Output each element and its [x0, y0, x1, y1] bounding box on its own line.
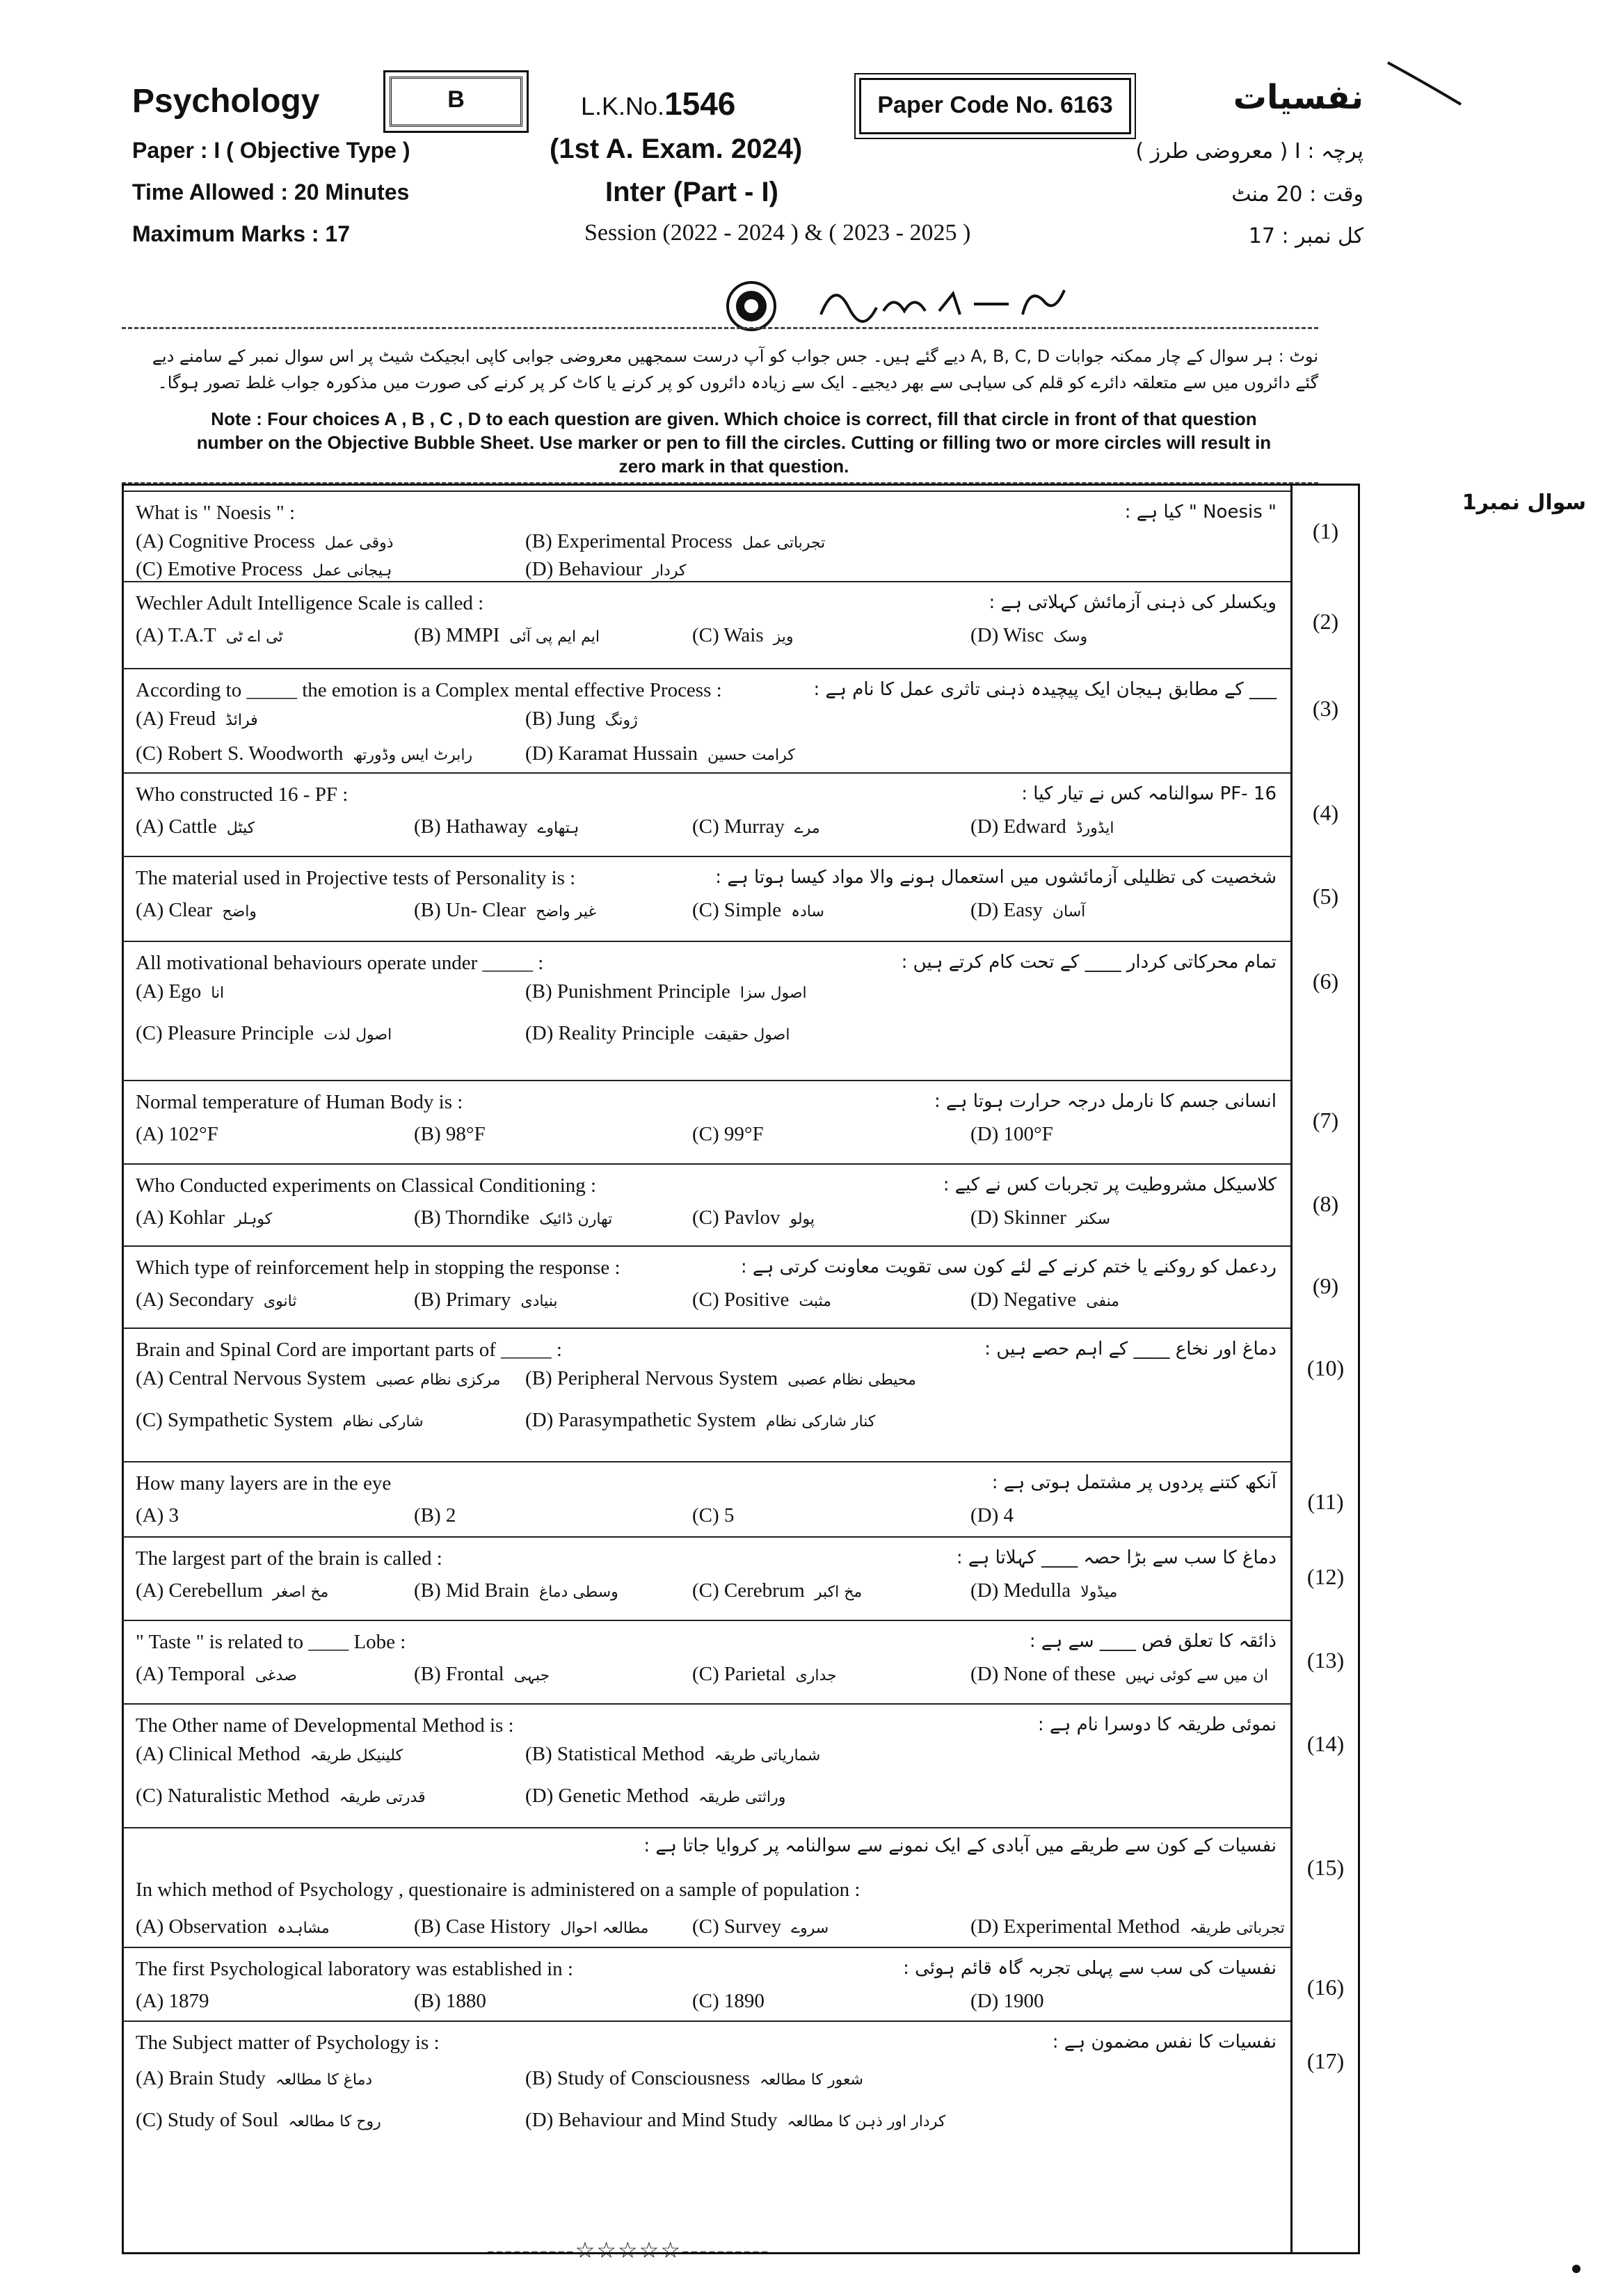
question-text: All motivational behaviours operate under _____ :	[136, 952, 544, 974]
answer-option[interactable]	[692, 1915, 829, 1938]
question-text: The Other name of Developmental Method is :	[136, 1714, 514, 1737]
answer-option[interactable]	[136, 899, 257, 922]
question-number: (5)	[1312, 884, 1339, 909]
lk-number	[581, 85, 735, 122]
option-label: (D) Experimental Method	[970, 1915, 1181, 1938]
answer-option[interactable]	[525, 2067, 863, 2090]
question-number: (15)	[1306, 1855, 1345, 1880]
option-label: (D) Skinner	[970, 1206, 1066, 1229]
option-label-urdu: دماغ کا مطالعہ	[275, 2071, 373, 2089]
answer-option[interactable]	[525, 1409, 875, 1432]
question-text-urdu: نفسیات کا نفس مضمون ہے :	[1052, 2032, 1277, 2052]
question-row	[122, 1163, 1290, 1245]
answer-option[interactable]	[136, 1663, 297, 1686]
option-label: (A) Kohlar	[136, 1206, 225, 1229]
question-text: The first Psychological laboratory was established in :	[136, 1958, 573, 1980]
question-row	[122, 772, 1290, 856]
question-text: Wechler Adult Intelligence Scale is called :	[136, 592, 484, 614]
option-label: (C) Sympathetic System	[136, 1409, 333, 1431]
answer-option[interactable]	[414, 1123, 486, 1146]
option-label: (B) Mid Brain	[414, 1579, 529, 1602]
question-row	[122, 491, 1290, 581]
answer-option[interactable]	[414, 899, 596, 922]
option-label-urdu: رابرٹ ایس وڈورتھ	[353, 747, 473, 764]
answer-option[interactable]	[136, 1990, 209, 2013]
option-label-urdu: انا	[211, 984, 225, 1002]
answer-option[interactable]	[136, 708, 258, 731]
option-label-urdu: جداری	[795, 1667, 837, 1684]
option-label-urdu: اصول حقیقت	[704, 1026, 790, 1044]
session: Session (2022 - 2024 ) & ( 2023 - 2025 )	[584, 220, 971, 246]
question-text: Who Conducted experiments on Classical Conditioning :	[136, 1174, 597, 1197]
question-text: Brain and Spinal Cord are important parts of _____ :	[136, 1339, 562, 1361]
option-label-urdu: واضح	[222, 903, 257, 920]
option-label: (A) 3	[136, 1504, 179, 1526]
option-label: (D) 1900	[970, 1990, 1044, 2012]
question-text: According to _____ the emotion is a Complex mental effective Process :	[136, 679, 722, 701]
question-number: (1)	[1312, 518, 1339, 543]
instructions-note	[122, 327, 1318, 484]
answer-option[interactable]	[970, 1206, 1110, 1229]
answer-option[interactable]	[525, 980, 807, 1003]
option-label-urdu: قدرتی طریقہ	[339, 1789, 426, 1806]
answer-option[interactable]	[525, 530, 825, 553]
time-allowed: Time Allowed : 20 Minutes	[132, 180, 410, 205]
question-row	[122, 1080, 1290, 1163]
answer-option[interactable]	[525, 1743, 820, 1766]
option-label-urdu: مثبت	[799, 1293, 832, 1310]
maximum-marks: Maximum Marks : 17	[132, 221, 351, 246]
answer-option[interactable]	[136, 1206, 272, 1229]
answer-option[interactable]	[414, 815, 579, 838]
option-label: (B) Primary	[414, 1289, 511, 1311]
option-label-urdu: ہیجانی عمل	[312, 562, 392, 580]
option-label: (A) Freud	[136, 708, 216, 730]
question-number: (17)	[1306, 2048, 1345, 2073]
answer-option[interactable]	[692, 1663, 837, 1686]
option-label: (D) Medulla	[970, 1579, 1071, 1602]
answer-option[interactable]	[525, 1022, 790, 1045]
answer-option[interactable]	[525, 1785, 785, 1808]
answer-option[interactable]	[970, 1289, 1119, 1312]
question-number: (6)	[1312, 968, 1339, 994]
option-label-urdu: ذوقی عمل	[324, 534, 394, 552]
version-label: B	[447, 86, 465, 113]
answer-option[interactable]	[136, 624, 283, 647]
option-label-urdu: مخ اصغر	[272, 1584, 329, 1601]
answer-option[interactable]	[692, 815, 820, 838]
question-text-urdu: نفسیات کی سب سے پہلی تجربہ گاہ قائم ہوئی :	[903, 1958, 1277, 1979]
question-row	[122, 1703, 1290, 1827]
question-number: (16)	[1306, 1975, 1345, 2000]
note-english: Note : Four choices A , B , C , D to each question are given. Which choice is correct, fill that circle in front of that question number on the Objective Bubble Sheet. Use marker or pen to fill the circles. Cutting or filling two or more circles will result in zero mark in that question.	[196, 408, 1272, 477]
note-urdu: نوٹ : ہر سوال کے چار ممکنہ جوابات A, B, C, D دیے گئے ہیں۔ جس جواب کو آپ درست سمجھیں معروضی جوابی کاپی ابجیکٹ شیٹ پر اس سوال نمبر کے سامنے دیے گئے دائروں میں سے متعلقہ دائرے کو قلم کی سیاہی سے بھر دیجیے۔ ایک سے زیادہ دائروں کو پر کرنے یا کاٹ کر پر کرنے کی صورت میں مذکورہ جواب غلط تصور ہوگا۔	[152, 346, 1318, 392]
question-text-urdu: نموئی طریقہ کا دوسرا نام ہے :	[1037, 1714, 1277, 1735]
option-label: (C) Simple	[692, 899, 782, 921]
question-number: (13)	[1306, 1648, 1345, 1673]
option-label: (C) Murray	[692, 815, 785, 838]
answer-option[interactable]	[136, 980, 224, 1003]
option-label: (D) Behaviour	[525, 558, 643, 580]
option-label: (B) Study of Consciousness	[525, 2067, 751, 2089]
corner-dot	[1572, 2265, 1581, 2273]
question-number: (4)	[1312, 800, 1339, 825]
option-label-urdu: ٹی اے ٹی	[225, 628, 283, 646]
question-text: Which type of reinforcement help in stopping the response :	[136, 1257, 621, 1279]
option-label: (B) Hathaway	[414, 815, 528, 838]
option-label: (D) 100°F	[970, 1123, 1053, 1145]
answer-option[interactable]	[414, 1990, 486, 2013]
option-label-urdu: صدغی	[255, 1667, 297, 1684]
option-label: (D) None of these	[970, 1663, 1116, 1685]
answer-option[interactable]	[525, 2109, 945, 2132]
question-row	[122, 668, 1290, 772]
question-row	[122, 1827, 1290, 1947]
exam-title: (1st A. Exam. 2024)	[550, 134, 803, 164]
signature-scribble	[814, 273, 1078, 328]
option-label: (B) Experimental Process	[525, 530, 733, 552]
question-text: In which method of Psychology , questionaire is administered on a sample of population :	[136, 1879, 861, 1901]
question-text-urdu: آنکھ کتنے پردوں پر مشتمل ہوتی ہے :	[991, 1472, 1277, 1493]
version-box	[390, 77, 522, 127]
option-label: (A) T.A.T	[136, 624, 216, 646]
question-text-urdu: ___ کے مطابق ہیجان ایک پیچیدہ ذہنی تاثری عمل کا نام ہے :	[813, 679, 1277, 700]
option-label-urdu: کیٹل	[226, 820, 255, 837]
option-label: (B) Statistical Method	[525, 1743, 705, 1765]
question-row	[122, 1536, 1290, 1620]
option-label-urdu: کوہلر	[234, 1211, 273, 1228]
answer-option[interactable]	[970, 624, 1087, 647]
option-label: (C) 1890	[692, 1990, 765, 2012]
option-label-urdu: اصول سزا	[739, 984, 807, 1002]
urdu-subject-title: نفسیات	[1233, 78, 1363, 117]
option-label-urdu: پولو	[790, 1211, 815, 1228]
answer-option[interactable]	[136, 1123, 218, 1146]
option-label-urdu: سادہ	[791, 903, 824, 920]
option-label: (B) MMPI	[414, 624, 500, 646]
option-label: (D) Easy	[970, 899, 1043, 921]
lk-value: 1546	[664, 86, 736, 122]
option-label-urdu: وسک	[1053, 628, 1088, 646]
question-text-urdu: ویکسلر کی ذہنی آزمائش کہلاتی ہے :	[989, 592, 1277, 613]
answer-option[interactable]	[970, 899, 1085, 922]
question-number: (11)	[1307, 1489, 1344, 1514]
answer-option[interactable]	[136, 815, 255, 838]
answer-option[interactable]	[692, 1990, 765, 2013]
answer-option[interactable]	[136, 2067, 372, 2090]
option-label-urdu: مرکزی نظام عصبی	[376, 1371, 501, 1389]
option-label: (D) Edward	[970, 815, 1066, 838]
option-label-urdu: ان میں سے کوئی نہیں	[1125, 1667, 1269, 1684]
option-label-urdu: مشاہدہ	[277, 1920, 330, 1937]
option-label-urdu: سکنر	[1075, 1211, 1111, 1228]
question-text-urdu: 16 -PF سوالنامہ کس نے تیار کیا :	[1021, 783, 1277, 804]
answer-option[interactable]	[136, 1915, 330, 1938]
option-label-urdu: فرائڈ	[225, 712, 258, 729]
question-row	[122, 581, 1290, 668]
question-text: The Subject matter of Psychology is :	[136, 2032, 440, 2054]
option-label-urdu: اصول لذت	[323, 1026, 392, 1044]
answer-option[interactable]	[414, 1663, 550, 1686]
question-row	[122, 1947, 1290, 2020]
answer-option[interactable]	[970, 1663, 1268, 1686]
answer-option[interactable]	[692, 1206, 815, 1229]
answer-option[interactable]	[692, 1123, 764, 1146]
option-label: (B) Un- Clear	[414, 899, 527, 921]
question-number: (14)	[1306, 1731, 1345, 1756]
option-label-urdu: وراثتی طریقہ	[698, 1789, 786, 1806]
option-label: (C) Survey	[692, 1915, 782, 1938]
answer-option[interactable]	[414, 1206, 612, 1229]
question-text-urdu: انسانی جسم کا نارمل درجہ حرارت ہوتا ہے :	[934, 1091, 1277, 1112]
question-row	[122, 941, 1290, 1080]
option-label-urdu: شارکی نظام	[342, 1413, 424, 1430]
option-label: (B) Peripheral Nervous System	[525, 1367, 778, 1389]
answer-option[interactable]	[136, 1289, 296, 1312]
option-label: (A) Clinical Method	[136, 1743, 301, 1765]
question-text: Who constructed 16 - PF :	[136, 783, 349, 806]
option-label-urdu: میڈولا	[1080, 1584, 1118, 1601]
answer-option[interactable]	[970, 1990, 1044, 2013]
urdu-marks: کل نمبر : 17	[1248, 224, 1363, 248]
option-label-urdu: جبہی	[513, 1667, 550, 1684]
option-label-urdu: ہتھاوے	[537, 820, 579, 837]
question-text-urdu: ذائقہ کا تعلق فص ____ سے ہے :	[1029, 1631, 1277, 1652]
option-label: (B) Thorndike	[414, 1206, 530, 1229]
answer-option[interactable]	[692, 1289, 831, 1312]
option-label: (A) Cerebellum	[136, 1579, 263, 1602]
option-label-urdu: منفی	[1086, 1293, 1120, 1310]
option-label-urdu: کردار اور ذہن کا مطالعہ	[787, 2113, 946, 2130]
question-text-urdu: دماغ اور نخاع ____ کے اہم حصے ہیں :	[984, 1339, 1277, 1360]
answer-option[interactable]	[970, 1504, 1014, 1527]
answer-option[interactable]	[525, 558, 686, 581]
paper-type: Paper : I ( Objective Type )	[132, 138, 410, 163]
option-label-urdu: تجرباتی طریقہ	[1190, 1920, 1285, 1937]
question-number: (9)	[1312, 1273, 1339, 1298]
answer-option[interactable]	[136, 1022, 392, 1045]
option-label: (A) 1879	[136, 1990, 209, 2012]
lk-label: L.K.No.	[581, 92, 665, 120]
option-label: (C) Study of Soul	[136, 2109, 279, 2131]
option-label-urdu: ثانوی	[263, 1293, 297, 1310]
option-label: (C) Positive	[692, 1289, 790, 1311]
answer-option[interactable]	[136, 530, 394, 553]
option-label-urdu: مخ اکبر	[814, 1584, 863, 1601]
answer-option[interactable]	[136, 742, 472, 765]
question-row	[122, 1620, 1290, 1703]
question-number: (8)	[1312, 1191, 1339, 1216]
answer-option[interactable]	[692, 624, 794, 647]
option-label: (A) Secondary	[136, 1289, 254, 1311]
answer-option[interactable]	[136, 558, 392, 581]
option-label: (A) Central Nervous System	[136, 1367, 367, 1389]
option-label: (C) Robert S. Woodworth	[136, 742, 344, 765]
answer-option[interactable]	[692, 899, 824, 922]
answer-option[interactable]	[136, 1579, 328, 1602]
option-label: (A) Ego	[136, 980, 202, 1003]
question-row	[122, 856, 1290, 941]
answer-option[interactable]	[136, 1504, 179, 1527]
option-label-urdu: کنار شارکی نظام	[765, 1413, 876, 1430]
option-label-urdu: روح کا مطالعہ	[288, 2113, 381, 2130]
pen-stroke-mark	[1384, 56, 1468, 111]
board-seal-icon	[723, 278, 779, 334]
answer-option[interactable]	[136, 1367, 500, 1390]
question-text: How many layers are in the eye	[136, 1472, 392, 1494]
option-label-urdu: مرے	[794, 820, 820, 837]
option-label-urdu: کردار	[652, 562, 687, 580]
question-row	[122, 1328, 1290, 1461]
question-number: (7)	[1312, 1108, 1339, 1133]
option-label-urdu: غیر واضح	[536, 903, 596, 920]
option-label: (C) Pavlov	[692, 1206, 781, 1229]
question-number: (3)	[1312, 696, 1339, 721]
option-label: (C) Cerebrum	[692, 1579, 805, 1602]
option-label-urdu: ایم ایم پی آئی	[509, 628, 600, 646]
option-label-urdu: مطالعہ احوال	[560, 1920, 649, 1937]
question-text-urdu: دماغ کا سب سے بڑا حصہ ____ کہلاتا ہے :	[956, 1547, 1277, 1568]
option-label-urdu: شعور کا مطالعہ	[760, 2071, 863, 2089]
question-row	[122, 2020, 1290, 2250]
inter-part: Inter (Part - I)	[605, 177, 778, 207]
option-label-urdu: وسطی دماغ	[538, 1584, 618, 1601]
question-text: The largest part of the brain is called :	[136, 1547, 442, 1570]
answer-option[interactable]	[136, 1785, 426, 1808]
answer-option[interactable]	[414, 1504, 456, 1527]
option-label-urdu: شماریاتی طریقہ	[714, 1747, 821, 1764]
option-label: (B) Jung	[525, 708, 595, 730]
answer-option[interactable]	[692, 1504, 734, 1527]
answer-option[interactable]	[136, 2109, 381, 2132]
answer-option[interactable]	[414, 1915, 648, 1938]
option-label: (B) Case History	[414, 1915, 551, 1938]
question-number: (10)	[1306, 1355, 1345, 1380]
question-text-urdu: ردعمل کو روکنے یا ختم کرنے کے لئے کون سی تقویت معاونت کرتی ہے :	[740, 1257, 1277, 1277]
option-label: (B) 1880	[414, 1990, 486, 2012]
answer-option[interactable]	[136, 1743, 403, 1766]
answer-option[interactable]	[970, 1915, 1285, 1938]
option-label: (D) Genetic Method	[525, 1785, 689, 1807]
subject-title: Psychology	[132, 83, 320, 120]
option-label: (D) Parasympathetic System	[525, 1409, 756, 1431]
answer-option[interactable]	[414, 624, 600, 647]
question-text-urdu: کلاسیکل مشروطیت پر تجربات کس نے کیے :	[943, 1174, 1277, 1195]
answer-option[interactable]	[414, 1289, 557, 1312]
answer-option[interactable]	[970, 1579, 1117, 1602]
option-label-urdu: ایڈورڈ	[1075, 820, 1114, 837]
option-label: (B) Punishment Principle	[525, 980, 730, 1003]
question-text-urdu: تمام محرکاتی کردار ____ کے تحت کام کرتے ہیں :	[901, 952, 1277, 973]
option-label: (B) 2	[414, 1504, 456, 1526]
option-label: (C) Naturalistic Method	[136, 1785, 330, 1807]
question-text: Normal temperature of Human Body is :	[136, 1091, 463, 1113]
option-label-urdu: تجرباتی عمل	[742, 534, 826, 552]
question-text: " Taste " is related to ____ Lobe :	[136, 1631, 406, 1653]
question-row	[122, 1461, 1290, 1536]
option-label: (C) Parietal	[692, 1663, 786, 1685]
question-text: The material used in Projective tests of Personality is :	[136, 867, 576, 889]
answer-option[interactable]	[136, 1409, 424, 1432]
question-text-urdu: شخصیت کی تظلیلی آزمائشوں میں استعمال ہونے والا مواد کیسا ہوتا ہے :	[715, 867, 1277, 888]
urdu-time: وقت : 20 منٹ	[1231, 182, 1363, 207]
option-label: (C) Emotive Process	[136, 558, 303, 580]
answer-option[interactable]	[970, 1123, 1053, 1146]
option-label: (D) Reality Principle	[525, 1022, 695, 1044]
urdu-paper-type: پرچہ : I ( معروضی طرز )	[1135, 139, 1363, 164]
option-label: (D) Behaviour and Mind Study	[525, 2109, 778, 2131]
answer-option[interactable]	[525, 1367, 916, 1390]
option-label: (A) 102°F	[136, 1123, 218, 1145]
footer-stars: ----------☆☆☆☆☆----------	[487, 2238, 770, 2263]
option-label: (D) 4	[970, 1504, 1014, 1526]
option-label: (C) 99°F	[692, 1123, 764, 1145]
option-label-urdu: محیطی نظام عصبی	[787, 1371, 916, 1389]
option-label-urdu: آسان	[1052, 903, 1086, 920]
handwritten-signature	[814, 273, 1078, 332]
question-text: What is " Noesis " :	[136, 502, 296, 524]
paper-code-box	[859, 78, 1131, 134]
option-label: (B) Frontal	[414, 1663, 504, 1685]
answer-option[interactable]	[525, 742, 795, 765]
option-label: (A) Observation	[136, 1915, 268, 1938]
question-number: (2)	[1312, 609, 1339, 634]
question-text-urdu: " Noesis " کیا ہے :	[1124, 502, 1277, 523]
option-label: (A) Brain Study	[136, 2067, 266, 2089]
option-label-urdu: تھارن ڈائیک	[539, 1211, 613, 1228]
question-text-urdu: نفسیات کے کون سے طریقے میں آبادی کے ایک نمونے سے سوالنامہ پر کروایا جاتا ہے :	[643, 1835, 1277, 1856]
option-label-urdu: کرامت حسین	[707, 747, 795, 764]
option-label: (D) Wisc	[970, 624, 1044, 646]
option-label: (C) 5	[692, 1504, 735, 1526]
option-label: (B) 98°F	[414, 1123, 486, 1145]
answer-option[interactable]	[414, 1579, 618, 1602]
question-number: (12)	[1306, 1564, 1345, 1589]
option-label-urdu: بنیادی	[520, 1293, 558, 1310]
option-label-urdu: کلینیکل طریقہ	[310, 1747, 403, 1764]
answer-option[interactable]	[970, 815, 1114, 838]
option-label: (A) Cognitive Process	[136, 530, 315, 552]
answer-option[interactable]	[525, 708, 638, 731]
answer-option[interactable]	[692, 1579, 862, 1602]
option-label-urdu: ژونگ	[605, 712, 638, 729]
option-label: (C) Wais	[692, 624, 764, 646]
paper-code: Paper Code No. 6163	[877, 92, 1113, 118]
option-label: (C) Pleasure Principle	[136, 1022, 314, 1044]
question-row	[122, 1245, 1290, 1328]
option-label: (D) Negative	[970, 1289, 1077, 1311]
option-label: (A) Temporal	[136, 1663, 246, 1685]
option-label: (A) Clear	[136, 899, 213, 921]
option-label-urdu: ویز	[773, 628, 794, 646]
option-label: (D) Karamat Hussain	[525, 742, 698, 765]
question-header: سوال نمبر1	[1462, 491, 1586, 515]
option-label: (A) Cattle	[136, 815, 217, 838]
option-label-urdu: سروے	[791, 1920, 829, 1937]
